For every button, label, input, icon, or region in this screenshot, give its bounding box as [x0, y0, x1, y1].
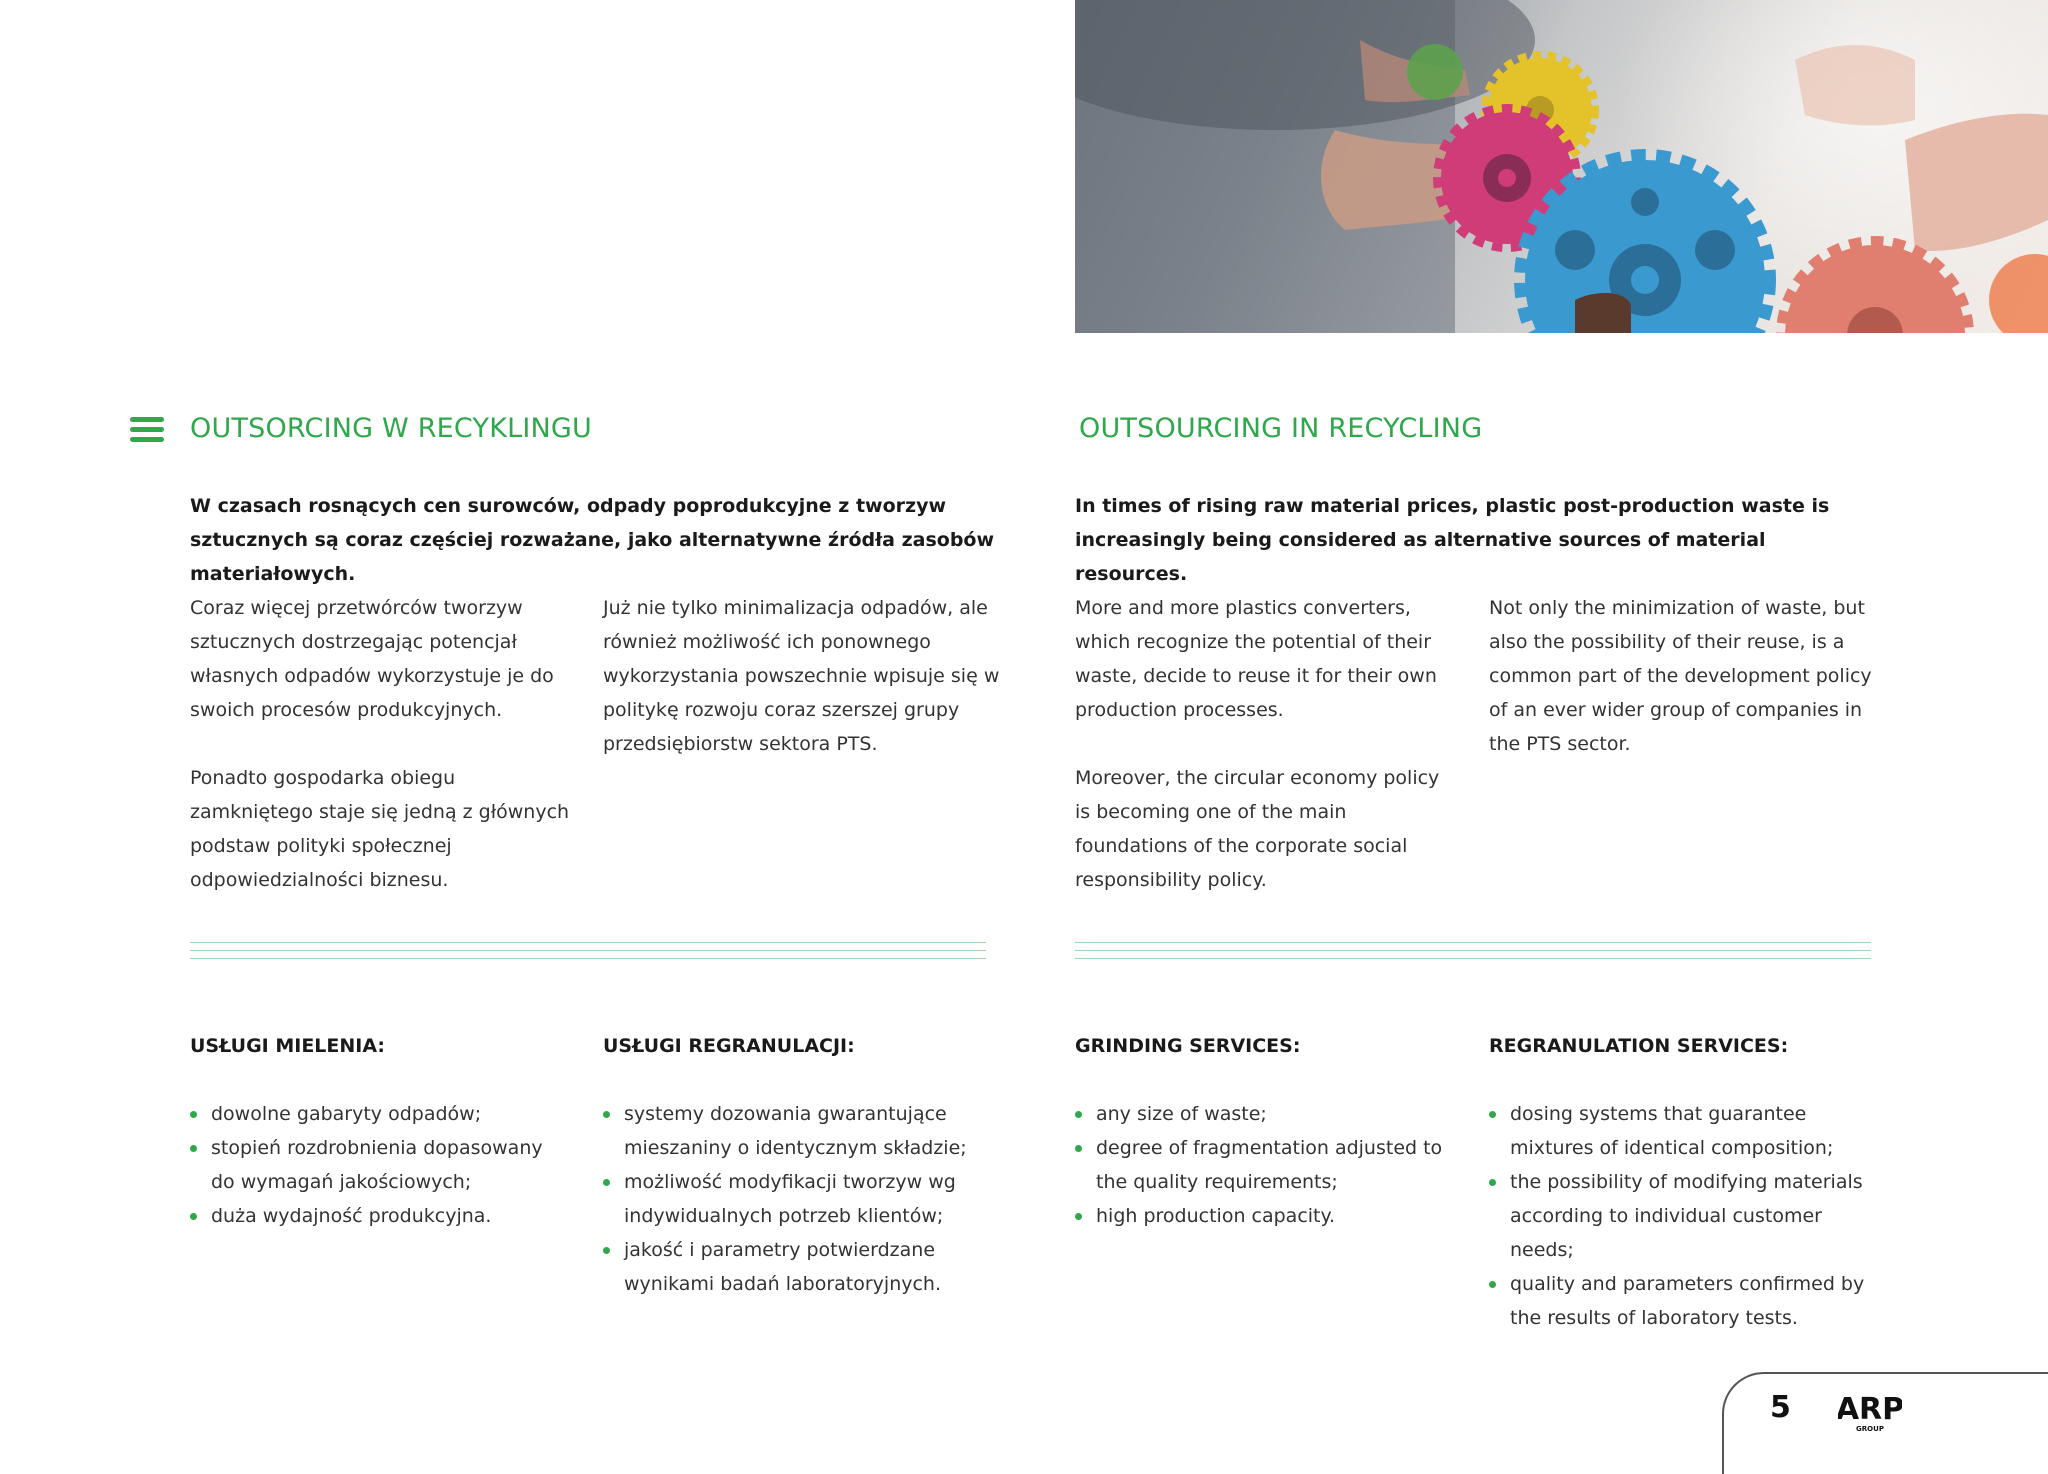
list-item: duża wydajność produkcyjna.	[190, 1199, 570, 1233]
service-list-regranulation-en	[1489, 1097, 1889, 1335]
list-item: dowolne gabaryty odpadów;	[190, 1097, 570, 1131]
list-item: quality and parameters confirmed by the results of laboratory tests.	[1489, 1267, 1889, 1335]
service-list-grinding-en	[1075, 1097, 1460, 1233]
hamburger-menu-icon[interactable]	[130, 417, 164, 443]
list-item: systemy dozowania gwarantujące mieszaniny o identycznym składzie;	[603, 1097, 1003, 1165]
pl-col2-p1: Już nie tylko minimalizacja odpadów, ale również możliwość ich ponownego wykorzystania powszechnie wpisuje się w politykę rozwoju coraz szerszej grupy przedsiębiorstw sektora PTS.	[603, 597, 1000, 755]
list-item: the possibility of modifying materials according to individual customer needs;	[1489, 1165, 1889, 1267]
list-item: any size of waste;	[1075, 1097, 1460, 1131]
list-item: degree of fragmentation adjusted to the quality requirements;	[1075, 1131, 1460, 1199]
lead-en: In times of rising raw material prices, plastic post-production waste is increasingly being considered as alternative sources of material resources.	[1075, 495, 1830, 585]
svg-text:GROUP: GROUP	[1856, 1425, 1884, 1433]
service-title-regranulation-en: REGRANULATION SERVICES:	[1489, 1035, 1789, 1057]
heading-pl: OUTSORCING W RECYKLINGU	[190, 413, 592, 444]
service-title-grinding-en: GRINDING SERVICES:	[1075, 1035, 1301, 1057]
arp-group-logo	[1838, 1391, 1902, 1439]
divider-rules-en	[1075, 942, 1871, 966]
list-item: jakość i parametry potwierdzane wynikami badań laboratoryjnych.	[603, 1233, 1003, 1301]
en-col1-p2: Moreover, the circular economy policy is becoming one of the main foundations of the corporate social responsibility policy.	[1075, 767, 1440, 891]
divider-rules-pl	[190, 942, 986, 966]
en-col1-p1: More and more plastics converters, which recognize the potential of their waste, decide to reuse it for their own production processes.	[1075, 597, 1437, 721]
list-item: high production capacity.	[1075, 1199, 1460, 1233]
pl-col1-p1: Coraz więcej przetwórców tworzyw sztucznych dostrzegając potencjał własnych odpadów wykorzystuje je do swoich procesów produkcyjnych.	[190, 597, 554, 721]
svg-text:ARP: ARP	[1838, 1392, 1902, 1427]
service-list-grinding-pl	[190, 1097, 570, 1233]
list-item: możliwość modyfikacji tworzyw wg indywidualnych potrzeb klientów;	[603, 1165, 1003, 1233]
en-col2-p1: Not only the minimization of waste, but also the possibility of their reuse, is a common part of the development policy of an ever wider group of companies in the PTS sector.	[1489, 597, 1872, 755]
arp-logo-icon	[1838, 1391, 1902, 1435]
heading-en: OUTSOURCING IN RECYCLING	[1079, 413, 1483, 444]
service-title-regranulation-pl: USŁUGI REGRANULACJI:	[603, 1035, 855, 1057]
page-number: 5	[1770, 1390, 1791, 1425]
pl-col1-p2: Ponadto gospodarka obiegu zamkniętego staje się jedną z głównych podstaw polityki społecznej odpowiedzialności biznesu.	[190, 767, 570, 891]
service-list-regranulation-pl	[603, 1097, 1003, 1301]
list-item: dosing systems that guarantee mixtures of identical composition;	[1489, 1097, 1889, 1165]
list-item: stopień rozdrobnienia dopasowany do wymagań jakościowych;	[190, 1131, 570, 1199]
service-title-grinding-pl: USŁUGI MIELENIA:	[190, 1035, 386, 1057]
lead-pl: W czasach rosnących cen surowców, odpady poprodukcyjne z tworzyw sztucznych są coraz częściej rozważane, jako alternatywne źródła zasobów materiałowych.	[190, 495, 995, 585]
hero-photo-gears	[1075, 0, 2048, 333]
